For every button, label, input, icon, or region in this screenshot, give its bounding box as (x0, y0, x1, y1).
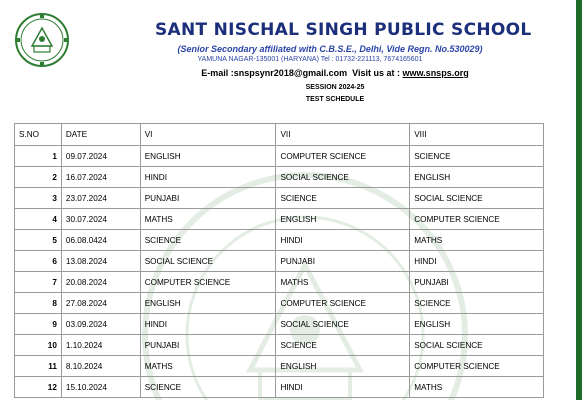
address-text: YAMUNA NAGAR-135001 (HARYANA) Tel : 01732-221113, 7674165601 (197, 56, 423, 63)
school-emblem-icon (14, 12, 70, 68)
table-row (15, 209, 544, 230)
cell-class-vii: SCIENCE (276, 335, 410, 356)
cell-sno: 8 (15, 293, 62, 314)
cell-date: 13.08.2024 (61, 251, 140, 272)
cell-class-viii: PUNJABI (410, 272, 544, 293)
cell-sno: 11 (15, 356, 62, 377)
cell-class-vii: ENGLISH (276, 209, 410, 230)
table-row (15, 293, 544, 314)
cell-date: 15.10.2024 (61, 377, 140, 398)
cell-class-vi: COMPUTER SCIENCE (140, 272, 276, 293)
header-class-viii: VIII (410, 124, 544, 146)
table-row (15, 188, 544, 209)
cell-class-vii: HINDI (276, 377, 410, 398)
cell-date: 27.08.2024 (61, 293, 140, 314)
cell-class-vii: COMPUTER SCIENCE (276, 146, 410, 167)
cell-date: 8.10.2024 (61, 356, 140, 377)
cell-class-viii: ENGLISH (410, 167, 544, 188)
session-title: SESSION 2024-25 (305, 84, 365, 91)
cell-sno: 1 (15, 146, 62, 167)
cell-sno: 10 (15, 335, 62, 356)
cell-class-viii: COMPUTER SCIENCE (410, 356, 544, 377)
cell-sno: 2 (15, 167, 62, 188)
header-class-vii: VII (276, 124, 410, 146)
cell-date: 06.08.0424 (61, 230, 140, 251)
cell-class-viii: MATHS (410, 377, 544, 398)
cell-class-vii: SOCIAL SCIENCE (276, 314, 410, 335)
contact-line (150, 68, 520, 78)
cell-class-vi: MATHS (140, 209, 276, 230)
page-right-border (576, 0, 582, 400)
cell-date: 09.07.2024 (61, 146, 140, 167)
cell-class-vi: HINDI (140, 314, 276, 335)
cell-class-vi: ENGLISH (140, 146, 276, 167)
table-row (15, 314, 544, 335)
cell-sno: 9 (15, 314, 62, 335)
cell-date: 30.07.2024 (61, 209, 140, 230)
cell-class-vii: ENGLISH (276, 356, 410, 377)
cell-sno: 5 (15, 230, 62, 251)
cell-class-viii: MATHS (410, 230, 544, 251)
cell-class-vi: SOCIAL SCIENCE (140, 251, 276, 272)
cell-class-viii: SOCIAL SCIENCE (410, 188, 544, 209)
cell-class-vii: COMPUTER SCIENCE (276, 293, 410, 314)
test-schedule-title: TEST SCHEDULE (305, 96, 365, 103)
cell-class-viii: SCIENCE (410, 146, 544, 167)
cell-date: 03.09.2024 (61, 314, 140, 335)
cell-class-viii: COMPUTER SCIENCE (410, 209, 544, 230)
cell-class-vi: MATHS (140, 356, 276, 377)
cell-class-vi: PUNJABI (140, 335, 276, 356)
cell-class-vi: SCIENCE (140, 230, 276, 251)
cell-sno: 6 (15, 251, 62, 272)
cell-class-viii: SOCIAL SCIENCE (410, 335, 544, 356)
header-date: DATE (61, 124, 140, 146)
header-class-vi: VI (140, 124, 276, 146)
cell-class-vii: MATHS (276, 272, 410, 293)
test-schedule-table (14, 123, 544, 398)
cell-class-vi: SCIENCE (140, 377, 276, 398)
cell-date: 20.08.2024 (61, 272, 140, 293)
cell-date: 1.10.2024 (61, 335, 140, 356)
cell-class-vii: PUNJABI (276, 251, 410, 272)
table-header-row (15, 124, 544, 146)
cell-class-vii: SCIENCE (276, 188, 410, 209)
cell-class-viii: SCIENCE (410, 293, 544, 314)
cell-class-viii: ENGLISH (410, 314, 544, 335)
cell-date: 16.07.2024 (61, 167, 140, 188)
cell-class-vi: ENGLISH (140, 293, 276, 314)
cell-class-vi: PUNJABI (140, 188, 276, 209)
affiliation-text: (Senior Secondary affiliated with C.B.S.E., Delhi, Vide Regn. No.530029) (177, 44, 483, 54)
header-sno: S.NO (15, 124, 62, 146)
cell-class-vii: SOCIAL SCIENCE (276, 167, 410, 188)
table-row (15, 272, 544, 293)
table-row (15, 146, 544, 167)
table-row (15, 251, 544, 272)
cell-sno: 7 (15, 272, 62, 293)
cell-sno: 4 (15, 209, 62, 230)
cell-class-vi: HINDI (140, 167, 276, 188)
email-text: E-mail :snspsynr2018@gmail.com (201, 68, 348, 78)
cell-sno: 12 (15, 377, 62, 398)
cell-date: 23.07.2024 (61, 188, 140, 209)
table-row (15, 377, 544, 398)
cell-class-viii: HINDI (410, 251, 544, 272)
website-link[interactable]: www.snsps.org (402, 68, 469, 78)
table-row (15, 356, 544, 377)
table-row (15, 335, 544, 356)
table-row (15, 230, 544, 251)
visit-label: Visit us at : (352, 68, 400, 78)
school-name: SANT NISCHAL SINGH PUBLIC SCHOOL (155, 20, 532, 40)
table-row (15, 167, 544, 188)
cell-class-vii: HINDI (276, 230, 410, 251)
cell-sno: 3 (15, 188, 62, 209)
